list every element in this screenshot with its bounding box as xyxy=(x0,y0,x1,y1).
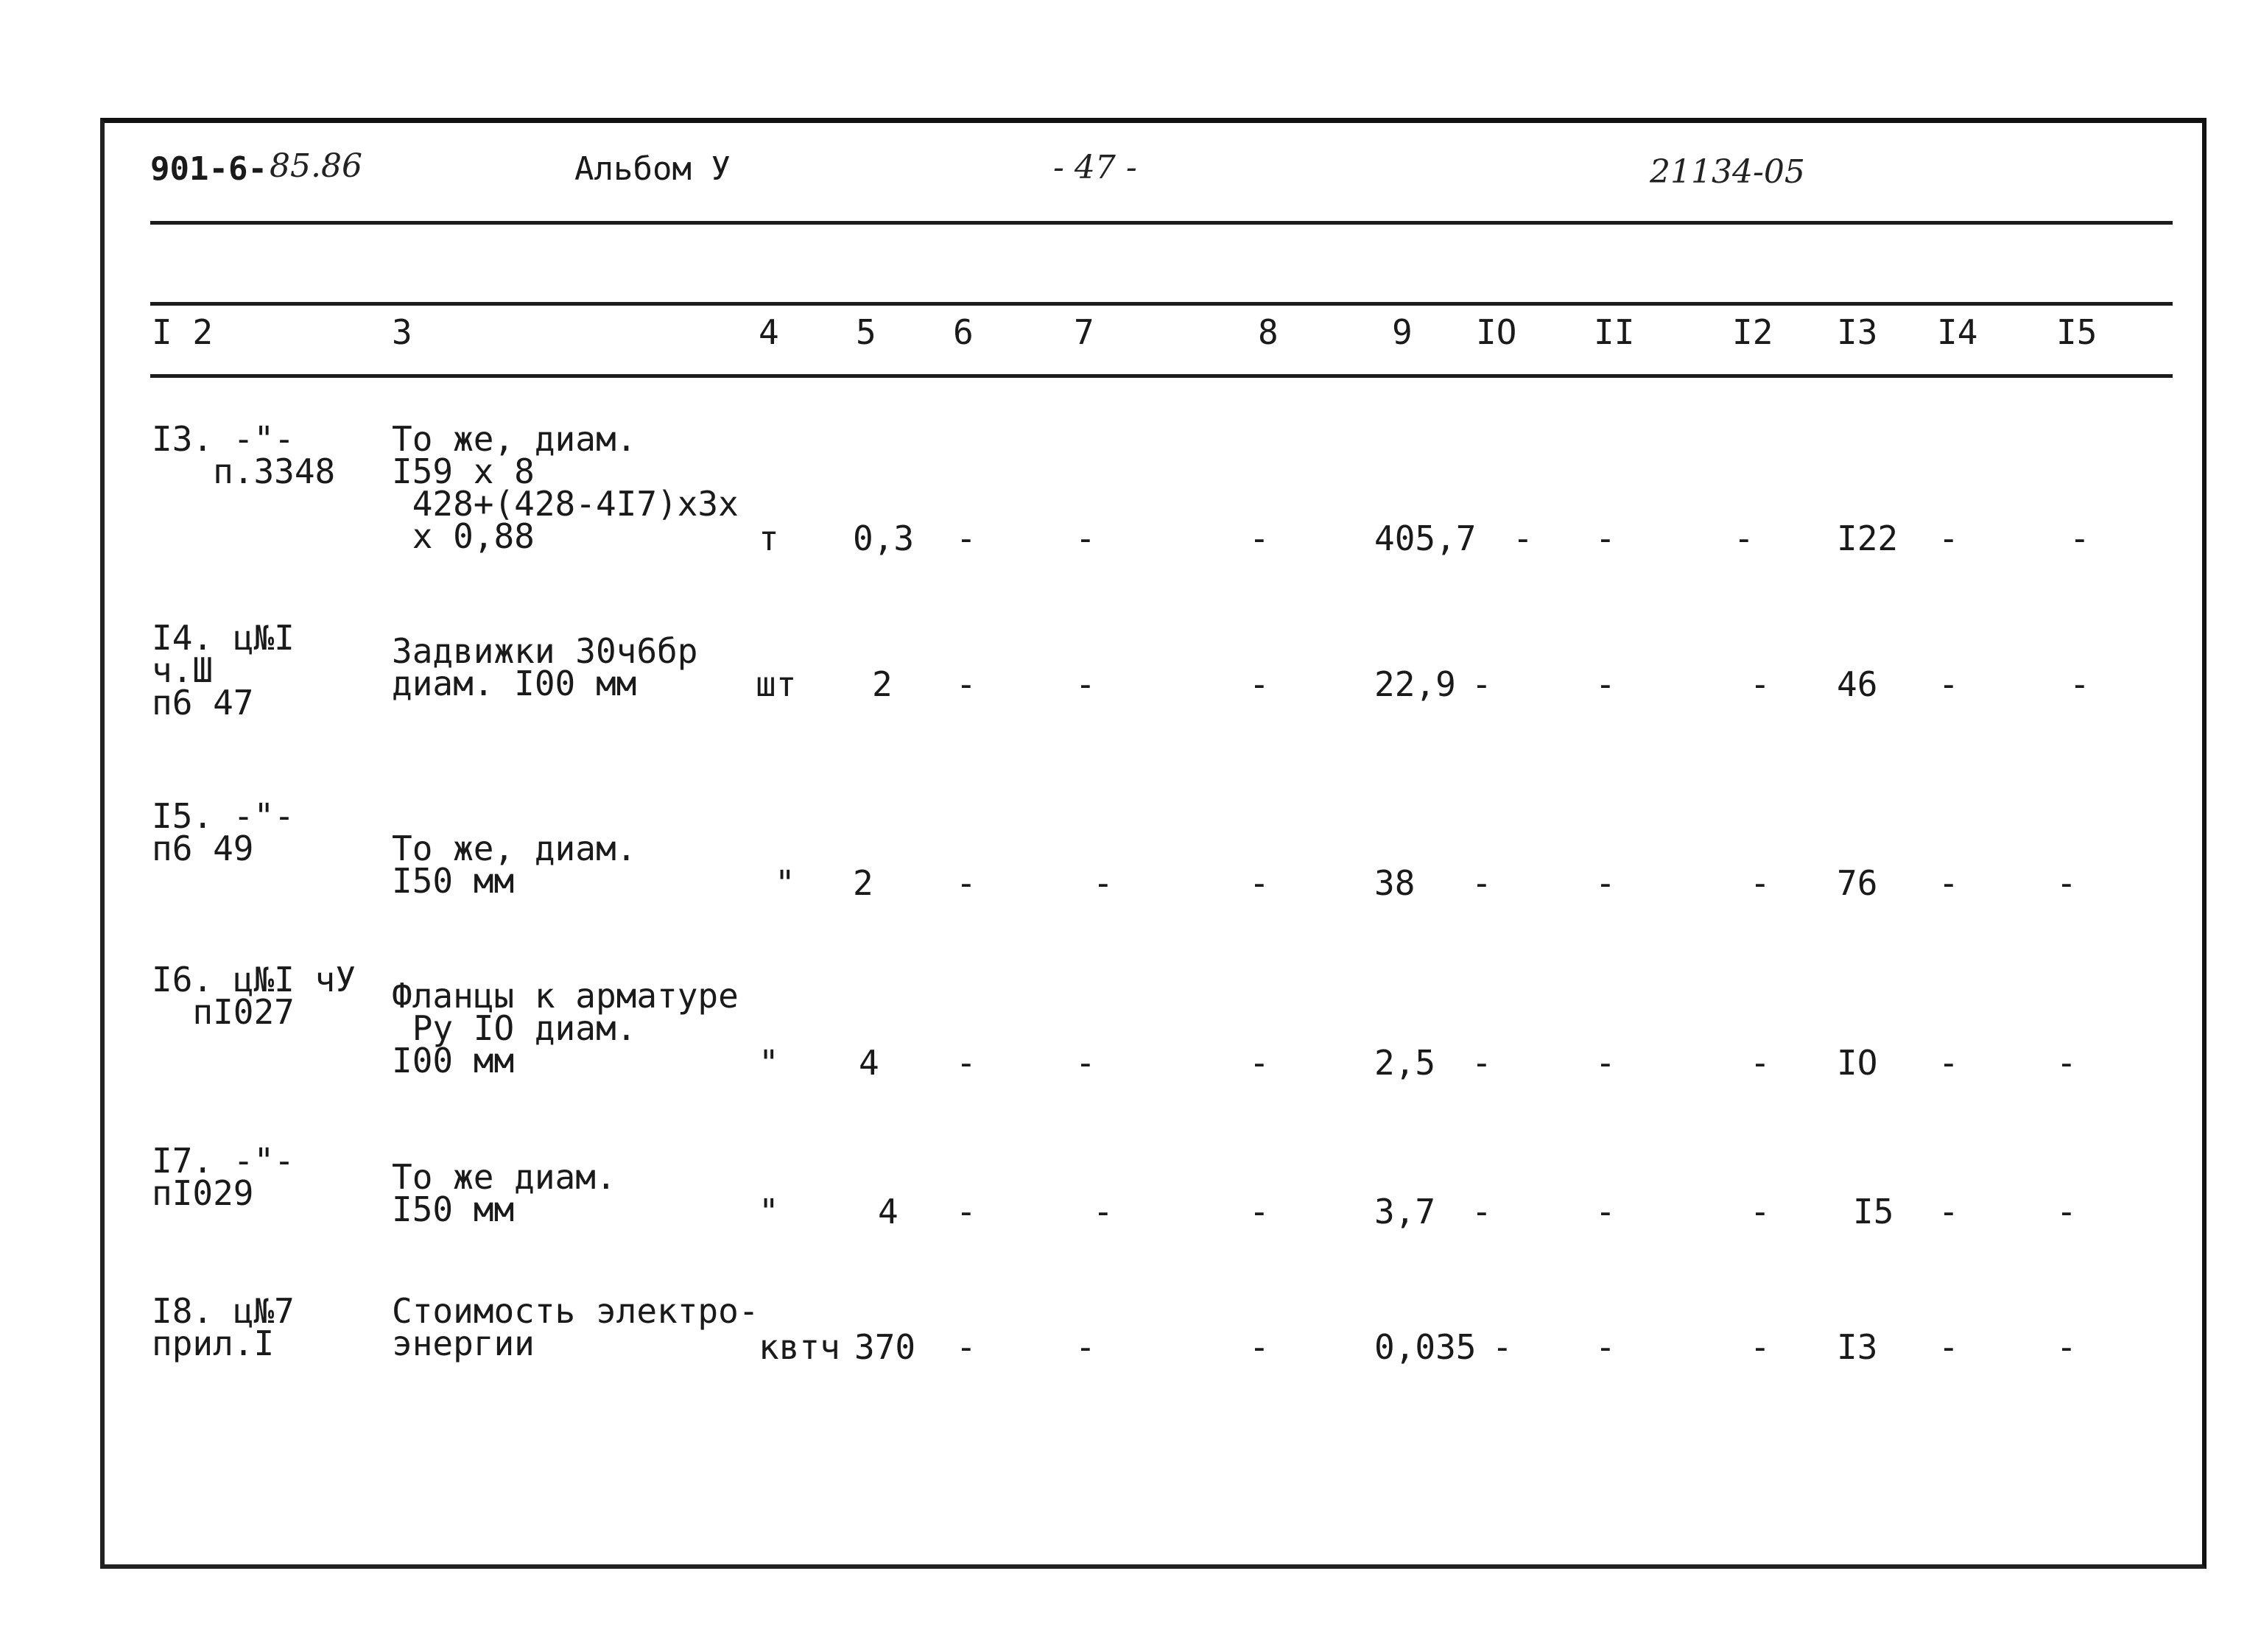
row-13-unit: т xyxy=(759,519,779,558)
row-18-col13: I3 xyxy=(1837,1327,1878,1367)
column-header-rule xyxy=(150,374,2173,378)
row-15-name: То же, диам. I50 мм xyxy=(392,829,637,901)
row-14-col11: - xyxy=(1595,664,1616,704)
row-15-col13: 76 xyxy=(1837,863,1878,903)
row-18-qty: 370 xyxy=(854,1327,916,1367)
row-16-col12: - xyxy=(1750,1043,1771,1083)
row-18-col15: - xyxy=(2056,1327,2077,1367)
doc-code-printed: 901-6- xyxy=(150,150,267,188)
page-number: - 47 - xyxy=(1053,149,1137,186)
row-16-col9: 2,5 xyxy=(1374,1043,1436,1083)
row-14-name: Задвижки 30ч6бр диам. I00 мм xyxy=(392,631,698,703)
row-17-col13: I5 xyxy=(1853,1192,1894,1231)
row-18-col8: - xyxy=(1249,1327,1270,1367)
row-13-col10: - xyxy=(1513,519,1533,558)
column-number-7: 7 xyxy=(1074,312,1094,352)
row-13-col11: - xyxy=(1595,519,1616,558)
row-15-col9: 38 xyxy=(1374,863,1416,903)
column-number-8: 8 xyxy=(1258,312,1279,352)
row-17-col9: 3,7 xyxy=(1374,1192,1436,1231)
row-17-name: То же диам. I50 мм xyxy=(392,1157,616,1229)
row-16-col8: - xyxy=(1249,1043,1270,1083)
row-14-col10: - xyxy=(1471,664,1492,704)
row-15-col14: - xyxy=(1938,863,1959,903)
row-18-col12: - xyxy=(1750,1327,1771,1367)
row-18-col11: - xyxy=(1595,1327,1616,1367)
row-16-col14: - xyxy=(1938,1043,1959,1083)
row-16-qty: 4 xyxy=(859,1043,879,1083)
row-14-col14: - xyxy=(1938,664,1959,704)
row-14-col6: - xyxy=(956,664,977,704)
row-13-col15: - xyxy=(2070,519,2090,558)
row-17-qty: 4 xyxy=(878,1192,899,1231)
row-14-col13: 46 xyxy=(1837,664,1878,704)
column-number-3: 3 xyxy=(392,312,412,352)
row-17-unit: " xyxy=(759,1192,779,1231)
row-16-col15: - xyxy=(2056,1043,2077,1083)
album-title: Альбом У xyxy=(574,150,731,188)
row-16-reference: I6. ц№I чУ пI027 xyxy=(152,960,356,1032)
row-17-col6: - xyxy=(956,1192,977,1231)
row-15-reference: I5. -"- п6 49 xyxy=(152,796,295,868)
row-17-col14: - xyxy=(1938,1192,1959,1231)
row-15-col12: - xyxy=(1750,863,1771,903)
row-18-unit: квтч xyxy=(759,1327,840,1367)
column-number-10: IO xyxy=(1476,312,1517,352)
row-15-qty: 2 xyxy=(853,863,873,903)
column-number-6: 6 xyxy=(953,312,974,352)
row-16-col7: - xyxy=(1075,1043,1096,1083)
row-14-reference: I4. ц№I ч.Ш п6 47 xyxy=(152,618,295,723)
row-15-col6: - xyxy=(956,863,977,903)
row-13-col14: - xyxy=(1938,519,1959,558)
row-18-name: Стоимость электро- энергии xyxy=(392,1291,759,1363)
row-17-reference: I7. -"- пI029 xyxy=(152,1141,295,1213)
table-top-rule xyxy=(150,302,2173,306)
row-15-col7: - xyxy=(1093,863,1114,903)
row-14-unit: шт xyxy=(756,664,797,704)
row-16-col13: IO xyxy=(1837,1043,1878,1083)
row-14-qty: 2 xyxy=(872,664,893,704)
row-13-col6: - xyxy=(956,519,977,558)
row-18-col14: - xyxy=(1938,1327,1959,1367)
row-18-reference: I8. ц№7 прил.I xyxy=(152,1291,295,1363)
row-15-col11: - xyxy=(1595,863,1616,903)
row-16-col10: - xyxy=(1471,1043,1492,1083)
row-14-col7: - xyxy=(1075,664,1096,704)
row-13-col9: 405,7 xyxy=(1374,519,1477,558)
column-number-1-2: I 2 xyxy=(152,312,214,352)
row-13-name: То же, диам. I59 x 8 428+(428-4I7)x3x x 0,88 xyxy=(392,419,739,556)
archive-number: 21134-05 xyxy=(1650,153,1805,191)
column-number-14: I4 xyxy=(1937,312,1978,352)
row-14-col12: - xyxy=(1750,664,1771,704)
row-15-unit: " xyxy=(775,863,795,903)
row-18-col6: - xyxy=(956,1327,977,1367)
row-14-col9: 22,9 xyxy=(1374,664,1456,704)
row-16-col6: - xyxy=(956,1043,977,1083)
row-18-col7: - xyxy=(1075,1327,1096,1367)
column-number-9: 9 xyxy=(1392,312,1413,352)
column-number-13: I3 xyxy=(1837,312,1878,352)
row-13-col13: I22 xyxy=(1837,519,1899,558)
row-15-col8: - xyxy=(1249,863,1270,903)
row-16-name: Фланцы к арматуре Ру IO диам. I00 мм xyxy=(392,976,739,1080)
row-13-col12: - xyxy=(1734,519,1754,558)
column-number-15: I5 xyxy=(2056,312,2098,352)
row-13-col7: - xyxy=(1075,519,1096,558)
column-number-4: 4 xyxy=(759,312,779,352)
row-14-col8: - xyxy=(1249,664,1270,704)
row-13-col8: - xyxy=(1249,519,1270,558)
column-number-5: 5 xyxy=(856,312,876,352)
row-17-col10: - xyxy=(1471,1192,1492,1231)
row-18-col10: - xyxy=(1492,1327,1513,1367)
row-15-col15: - xyxy=(2056,863,2077,903)
doc-code-handwritten: 85.86 xyxy=(270,147,362,185)
row-17-col8: - xyxy=(1249,1192,1270,1231)
row-16-col11: - xyxy=(1595,1043,1616,1083)
row-15-col10: - xyxy=(1471,863,1492,903)
row-13-reference: I3. -"- п.3348 xyxy=(152,419,336,491)
column-number-12: I2 xyxy=(1732,312,1773,352)
column-number-11: II xyxy=(1594,312,1635,352)
row-17-col15: - xyxy=(2056,1192,2077,1231)
row-17-col11: - xyxy=(1595,1192,1616,1231)
row-14-col15: - xyxy=(2070,664,2090,704)
row-17-col7: - xyxy=(1093,1192,1114,1231)
row-17-col12: - xyxy=(1750,1192,1771,1231)
row-13-qty: 0,3 xyxy=(853,519,915,558)
header-divider xyxy=(150,221,2173,225)
row-18-col9: 0,035 xyxy=(1374,1327,1477,1367)
row-16-unit: " xyxy=(759,1043,779,1083)
